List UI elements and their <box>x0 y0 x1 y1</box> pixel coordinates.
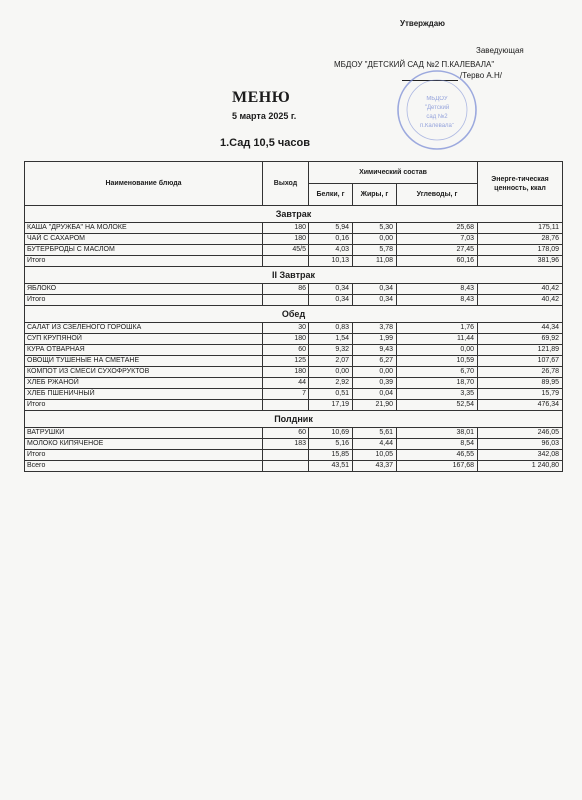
table-row <box>25 389 563 400</box>
grand-total-fat: 43,37 <box>353 461 397 472</box>
cell-protein: 5,16 <box>309 439 353 450</box>
cell-name: ВАТРУШКИ <box>25 428 263 439</box>
meal-title: II Завтрак <box>25 267 563 284</box>
subtotal-kcal: 476,34 <box>478 400 563 411</box>
cell-fat: 0,39 <box>353 378 397 389</box>
cell-yield: 125 <box>263 356 309 367</box>
cell-yield-empty <box>263 461 309 472</box>
cell-fat: 5,78 <box>353 245 397 256</box>
seal-stamp-icon <box>395 68 479 152</box>
cell-protein: 1,54 <box>309 334 353 345</box>
cell-kcal: 40,42 <box>478 284 563 295</box>
subtotal-protein: 0,34 <box>309 295 353 306</box>
cell-carbs: 10,59 <box>397 356 478 367</box>
subtotal-label: Итого <box>25 450 263 461</box>
subtotal-protein: 10,13 <box>309 256 353 267</box>
cell-yield: 180 <box>263 334 309 345</box>
cell-yield: 183 <box>263 439 309 450</box>
cell-carbs: 1,76 <box>397 323 478 334</box>
subtotal-protein: 17,19 <box>309 400 353 411</box>
section-title: 1.Сад 10,5 часов <box>220 137 310 149</box>
meal-title: Обед <box>25 306 563 323</box>
cell-protein: 2,92 <box>309 378 353 389</box>
subtotal-carbs: 8,43 <box>397 295 478 306</box>
approve-label: Утверждаю <box>400 19 445 28</box>
cell-protein: 4,03 <box>309 245 353 256</box>
cell-carbs: 8,54 <box>397 439 478 450</box>
cell-carbs: 25,68 <box>397 223 478 234</box>
cell-protein: 0,51 <box>309 389 353 400</box>
cell-protein: 0,34 <box>309 284 353 295</box>
cell-carbs: 11,44 <box>397 334 478 345</box>
cell-kcal: 44,34 <box>478 323 563 334</box>
cell-yield: 60 <box>263 345 309 356</box>
cell-name: САЛАТ ИЗ СЗЕЛЕНОГО ГОРОШКА <box>25 323 263 334</box>
grand-total-row <box>25 461 563 472</box>
subtotal-carbs: 60,16 <box>397 256 478 267</box>
cell-name: КОМПОТ ИЗ СМЕСИ СУХОФРУКТОВ <box>25 367 263 378</box>
subtotal-label: Итого <box>25 256 263 267</box>
cell-protein: 10,69 <box>309 428 353 439</box>
cell-kcal: 28,76 <box>478 234 563 245</box>
table-row <box>25 439 563 450</box>
cell-fat: 5,30 <box>353 223 397 234</box>
cell-fat: 0,04 <box>353 389 397 400</box>
cell-kcal: 26,78 <box>478 367 563 378</box>
table-row <box>25 367 563 378</box>
cell-yield: 180 <box>263 234 309 245</box>
cell-fat: 1,99 <box>353 334 397 345</box>
approver-position: Заведующая <box>476 46 524 55</box>
cell-protein: 0,16 <box>309 234 353 245</box>
menu-table <box>24 161 563 472</box>
cell-name: ХЛЕБ РЖАНОЙ <box>25 378 263 389</box>
cell-kcal: 246,05 <box>478 428 563 439</box>
grand-total-carbs: 167,68 <box>397 461 478 472</box>
cell-yield-empty <box>263 400 309 411</box>
svg-text:МБДОУ: МБДОУ <box>426 96 448 102</box>
cell-name: ХЛЕБ ПШЕНИЧНЫЙ <box>25 389 263 400</box>
cell-yield: 86 <box>263 284 309 295</box>
cell-fat: 3,78 <box>353 323 397 334</box>
cell-protein: 0,00 <box>309 367 353 378</box>
cell-fat: 0,00 <box>353 234 397 245</box>
header-chemical-composition: Химический состав <box>309 162 478 184</box>
cell-carbs: 27,45 <box>397 245 478 256</box>
subtotal-protein: 15,85 <box>309 450 353 461</box>
cell-name: МОЛОКО КИПЯЧЕНОЕ <box>25 439 263 450</box>
cell-fat: 4,44 <box>353 439 397 450</box>
signatory-name: /Терво А.Н/ <box>460 71 502 80</box>
cell-yield: 180 <box>263 223 309 234</box>
header-energy-value: Энерге-тическая ценность, ккал <box>478 162 563 206</box>
cell-name: ОВОЩИ ТУШЕНЫЕ НА СМЕТАНЕ <box>25 356 263 367</box>
cell-fat: 0,00 <box>353 367 397 378</box>
meal-header-row <box>25 206 563 223</box>
cell-name: ЧАЙ С САХАРОМ <box>25 234 263 245</box>
cell-yield-empty <box>263 295 309 306</box>
meal-title: Завтрак <box>25 206 563 223</box>
table-row <box>25 234 563 245</box>
cell-protein: 2,07 <box>309 356 353 367</box>
subtotal-carbs: 52,54 <box>397 400 478 411</box>
meal-header-row <box>25 267 563 284</box>
table-row <box>25 378 563 389</box>
cell-yield-empty <box>263 450 309 461</box>
svg-text:"Детский: "Детский <box>424 105 450 111</box>
header-dish-name: Наименование блюда <box>25 162 263 206</box>
cell-fat: 5,61 <box>353 428 397 439</box>
subtotal-fat: 21,90 <box>353 400 397 411</box>
meal-title: Полдник <box>25 411 563 428</box>
cell-yield: 30 <box>263 323 309 334</box>
table-row <box>25 334 563 345</box>
cell-carbs: 7,03 <box>397 234 478 245</box>
cell-kcal: 69,92 <box>478 334 563 345</box>
header-yield: Выход <box>263 162 309 206</box>
cell-protein: 0,83 <box>309 323 353 334</box>
svg-text:п.Калевала": п.Калевала" <box>419 123 455 129</box>
approval-block <box>0 0 582 80</box>
header-protein: Белки, г <box>309 184 353 206</box>
cell-yield: 44 <box>263 378 309 389</box>
cell-kcal: 96,03 <box>478 439 563 450</box>
subtotal-row <box>25 400 563 411</box>
cell-yield: 180 <box>263 367 309 378</box>
cell-yield-empty <box>263 256 309 267</box>
cell-yield: 45/5 <box>263 245 309 256</box>
cell-kcal: 15,79 <box>478 389 563 400</box>
cell-kcal: 121,89 <box>478 345 563 356</box>
cell-fat: 6,27 <box>353 356 397 367</box>
subtotal-label: Итого <box>25 295 263 306</box>
cell-name: БУТЕРБРОДЫ С МАСЛОМ <box>25 245 263 256</box>
grand-total-label: Всего <box>25 461 263 472</box>
cell-kcal: 175,11 <box>478 223 563 234</box>
cell-protein: 5,94 <box>309 223 353 234</box>
subtotal-row <box>25 450 563 461</box>
cell-carbs: 0,00 <box>397 345 478 356</box>
cell-kcal: 107,67 <box>478 356 563 367</box>
cell-carbs: 38,01 <box>397 428 478 439</box>
table-row <box>25 323 563 334</box>
subtotal-row <box>25 256 563 267</box>
subtotal-kcal: 40,42 <box>478 295 563 306</box>
subtotal-kcal: 342,08 <box>478 450 563 461</box>
grand-total-protein: 43,51 <box>309 461 353 472</box>
cell-fat: 0,34 <box>353 284 397 295</box>
organization-name: МБДОУ "ДЕТСКИЙ САД №2 П.КАЛЕВАЛА" <box>334 60 495 69</box>
subtotal-carbs: 46,55 <box>397 450 478 461</box>
table-row <box>25 284 563 295</box>
header-carbs: Углеводы, г <box>397 184 478 206</box>
table-row <box>25 428 563 439</box>
header-fat: Жиры, г <box>353 184 397 206</box>
cell-kcal: 89,95 <box>478 378 563 389</box>
cell-name: ЯБЛОКО <box>25 284 263 295</box>
cell-yield: 60 <box>263 428 309 439</box>
cell-carbs: 8,43 <box>397 284 478 295</box>
subtotal-fat: 11,08 <box>353 256 397 267</box>
subtotal-kcal: 381,96 <box>478 256 563 267</box>
table-row <box>25 345 563 356</box>
subtotal-fat: 10,05 <box>353 450 397 461</box>
cell-name: КУРА ОТВАРНАЯ <box>25 345 263 356</box>
grand-total-kcal: 1 240,80 <box>478 461 563 472</box>
cell-kcal: 178,09 <box>478 245 563 256</box>
cell-carbs: 3,35 <box>397 389 478 400</box>
cell-carbs: 6,70 <box>397 367 478 378</box>
table-row <box>25 245 563 256</box>
meal-header-row <box>25 306 563 323</box>
subtotal-fat: 0,34 <box>353 295 397 306</box>
meal-header-row <box>25 411 563 428</box>
subtotal-row <box>25 295 563 306</box>
subtotal-label: Итого <box>25 400 263 411</box>
table-row <box>25 223 563 234</box>
document-date: 5 марта 2025 г. <box>232 111 297 121</box>
table-row <box>25 356 563 367</box>
cell-name: КАША "ДРУЖБА" НА МОЛОКЕ <box>25 223 263 234</box>
cell-yield: 7 <box>263 389 309 400</box>
document-title: МЕНЮ <box>232 89 291 106</box>
cell-name: СУП КРУПЯНОЙ <box>25 334 263 345</box>
cell-fat: 9,43 <box>353 345 397 356</box>
menu-table-body <box>25 206 563 472</box>
svg-text:сад №2: сад №2 <box>426 114 448 120</box>
cell-carbs: 18,70 <box>397 378 478 389</box>
cell-protein: 9,32 <box>309 345 353 356</box>
